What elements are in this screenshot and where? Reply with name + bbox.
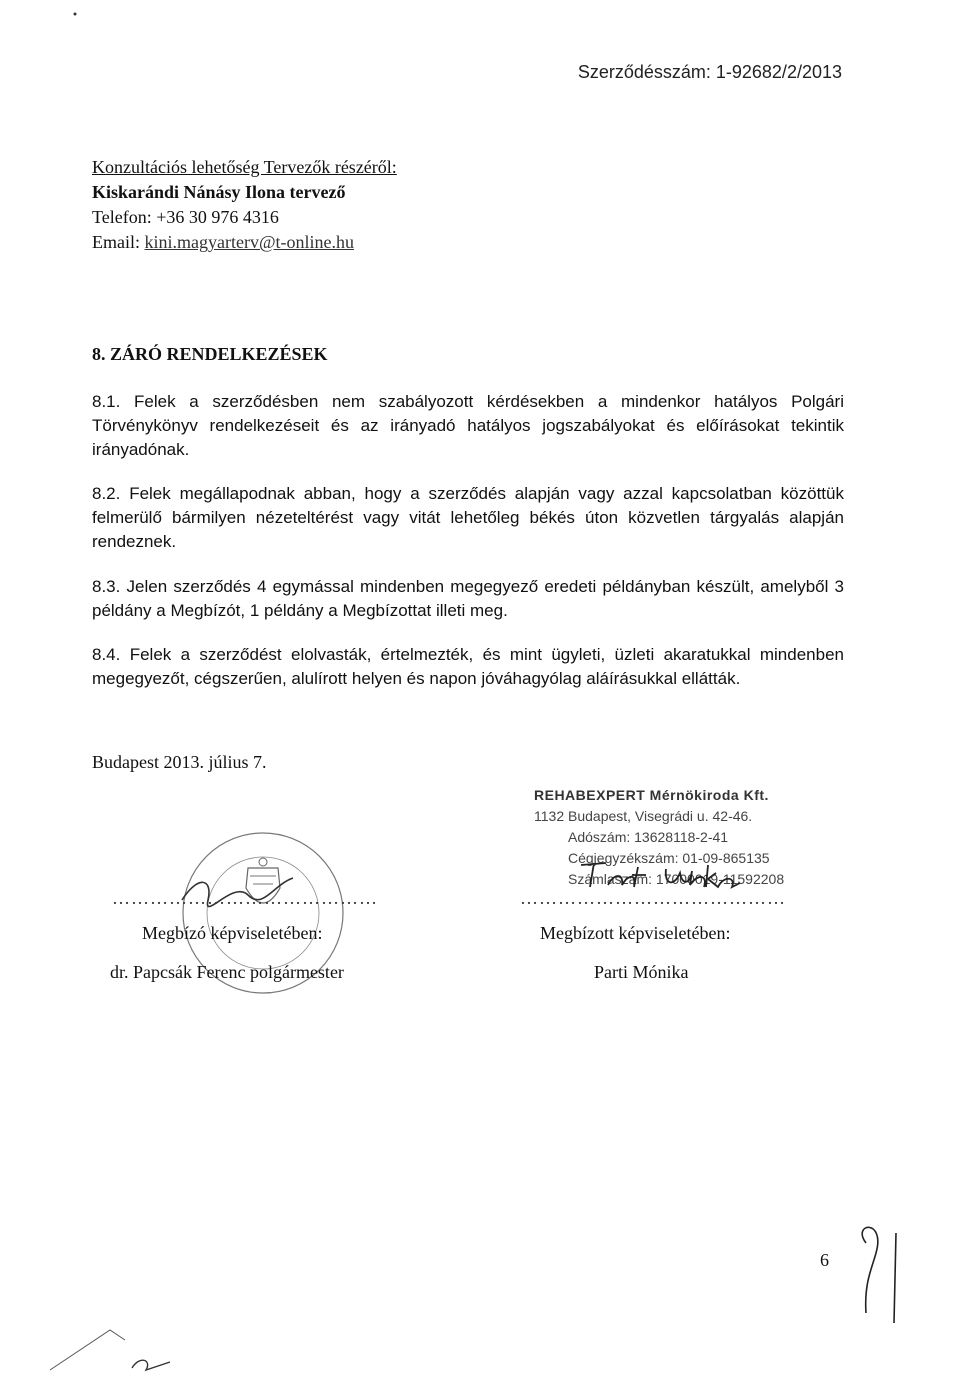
signatory-name: dr. Papcsák Ferenc polgármester xyxy=(110,962,344,982)
paragraph-number: 8.4. xyxy=(92,645,121,664)
paragraph-text: Felek a szerződésben nem szabályozott kérdésekben a mindenkor hatályos Polgári Törvénykönyv rendelkezéseit és az irányadó hatályos jogszabályokat és előírásokat tekintik irányadónak. xyxy=(92,392,844,459)
paragraph-number: 8.1. xyxy=(92,392,121,411)
company-address: 1132 Budapest, Visegrádi u. 42-46. xyxy=(534,808,753,824)
page-number: 6 xyxy=(820,1250,829,1270)
section-title: 8. ZÁRÓ RENDELKEZÉSEK xyxy=(92,344,328,364)
signature-line: …………………………………… xyxy=(520,888,786,908)
signatory-name: Parti Mónika xyxy=(594,962,689,982)
signatory-role: Megbízó képviseletében: xyxy=(142,923,323,943)
signatory-role: Megbízott képviseletében: xyxy=(540,923,731,943)
contract-number: Szerződésszám: 1-92682/2/2013 xyxy=(577,62,842,82)
paragraph-number: 8.3. xyxy=(92,577,121,596)
paragraph-text: Felek a szerződést elolvasták, értelmezték, és mint ügyleti, üzleti akaratukkal mindenben megegyezőt, cégszerűen, alulírott helyen és napon jóváhagyólag aláírásukkal ellátták. xyxy=(92,645,844,688)
designer-phone: Telefon: +36 30 976 4316 xyxy=(92,207,279,227)
company-name: REHABEXPERT Mérnökiroda Kft. xyxy=(534,787,769,803)
paragraph-number: 8.2. xyxy=(92,484,121,503)
consultation-heading: Konzultációs lehetőség Tervezők részéről: xyxy=(92,157,397,177)
company-registry-number: Cégjegyzékszám: 01-09-865135 xyxy=(568,850,770,866)
email-label: Email: xyxy=(92,232,145,252)
company-account-number: Számlaszám: 17000019-11592208 xyxy=(568,871,785,887)
signature-line: …………………………………… xyxy=(112,888,378,908)
designer-name: Kiskarándi Nánásy Ilona tervező xyxy=(92,182,346,202)
company-tax-number: Adószám: 13628118-2-41 xyxy=(568,829,729,845)
paragraph-text: Jelen szerződés 4 egymással mindenben megegyező eredeti példányban készült, amelyből 3 példány a Megbízót, 1 példány a Megbízottat illeti meg. xyxy=(92,577,844,620)
paragraph-text: Felek megállapodnak abban, hogy a szerződés alapján vagy azzal kapcsolatban közöttük felmerülő bármilyen nézeteltérést vagy vitát lehetőleg békés úton közvetlen tárgyalás alapján rendeznek. xyxy=(92,484,844,551)
email-link[interactable]: kini.magyarterv@t-online.hu xyxy=(144,232,355,252)
place-and-date: Budapest 2013. július 7. xyxy=(92,752,267,772)
